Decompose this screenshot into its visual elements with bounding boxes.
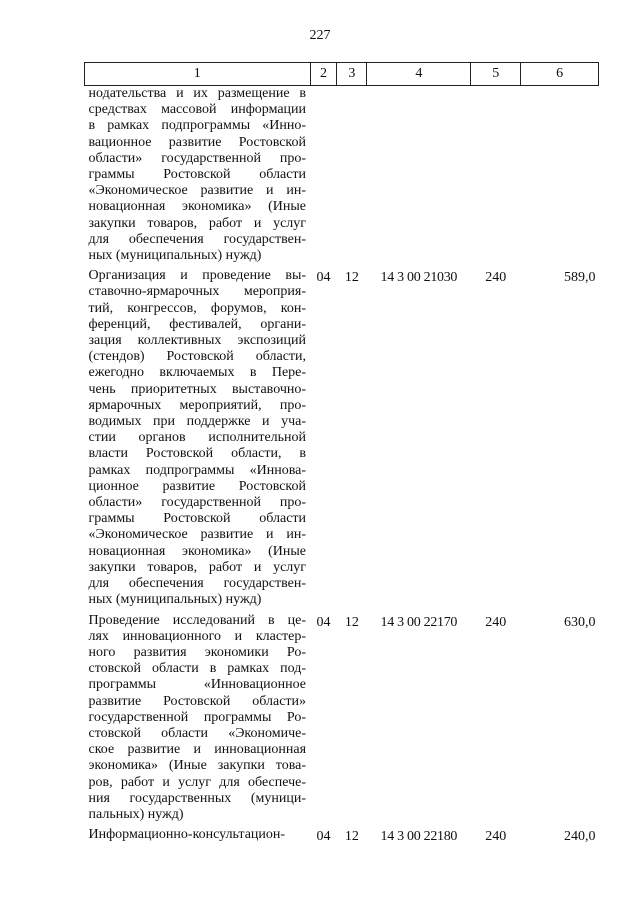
description-line: средствах массовой информации xyxy=(88,102,307,118)
description-line: «Экономическое развитие и ин- xyxy=(88,527,307,543)
description-line: чень приоритетных выставочно- xyxy=(88,381,307,397)
header-col-3: 3 xyxy=(337,63,367,86)
description-line: ного развития экономики Ро- xyxy=(88,644,307,660)
description-line: развитие Ростовской области» xyxy=(88,693,307,709)
description-line: водимых при поддержке и уча- xyxy=(88,414,307,430)
header-row xyxy=(85,63,599,86)
description-line: граммы Ростовской области xyxy=(88,167,307,183)
row-expense-type-code: 240 xyxy=(485,829,507,845)
budget-table xyxy=(84,62,599,847)
description-line: ния государственных (муници- xyxy=(88,790,307,806)
row-section-code: 04 xyxy=(316,614,331,630)
row-amount: 589,0 xyxy=(564,270,596,286)
description-line: ционное развитие Ростовской xyxy=(88,478,307,494)
description-line: нодательства и их размещение в xyxy=(88,86,307,101)
description-line: Организация и проведение вы- xyxy=(88,268,307,284)
row-section-code: 04 xyxy=(316,270,331,286)
description-line: новационная экономика» (Иные xyxy=(88,199,307,215)
page-number: 227 xyxy=(309,28,331,43)
row-amount xyxy=(521,86,599,269)
table-row xyxy=(85,827,599,847)
description-line: ных (муниципальных) нужд) xyxy=(88,592,262,608)
description-line: экономика» (Иные закупки това- xyxy=(88,758,307,774)
header-col-1: 1 xyxy=(85,63,311,86)
description-line: лях инновационного и кластер- xyxy=(88,628,307,644)
description-line: ское развитие и инновационная xyxy=(88,742,307,758)
table-row xyxy=(85,613,599,828)
description-line: закупки товаров, работ и услуг xyxy=(88,559,307,575)
row-description xyxy=(85,827,311,847)
table-row xyxy=(85,268,599,612)
description-line: государственной программы Ро- xyxy=(88,709,307,725)
row-expense-type-code xyxy=(471,86,521,269)
description-line: новационная экономика» (Иные xyxy=(88,543,307,559)
row-subsection-code: 12 xyxy=(344,270,359,286)
row-subsection-code xyxy=(337,86,367,269)
row-amount: 240,0 xyxy=(564,829,596,845)
description-line: ежегодно включаемых в Пере- xyxy=(88,365,307,381)
description-line: стовской области в рамках под- xyxy=(88,661,307,677)
description-line: граммы Ростовской области xyxy=(88,511,307,527)
description-line: «Экономическое развитие и ин- xyxy=(88,183,307,199)
row-subsection-code: 12 xyxy=(344,829,359,845)
table-row xyxy=(85,86,599,269)
description-line: стовской области «Экономиче- xyxy=(88,725,307,741)
description-line: власти Ростовской области, в xyxy=(88,446,307,462)
description-line: для обеспечения государствен- xyxy=(88,231,307,247)
header-col-2: 2 xyxy=(310,63,337,86)
description-line: области» государственной про- xyxy=(88,495,307,511)
description-line: (стендов) Ростовской области, xyxy=(88,349,307,365)
header-col-5: 5 xyxy=(471,63,521,86)
row-target-article-code: 14 3 00 22180 xyxy=(380,829,458,845)
row-expense-type-code: 240 xyxy=(485,270,507,286)
description-line: ставочно-ярмарочных мероприя- xyxy=(88,284,307,300)
description-line: тий, конгрессов, форумов, кон- xyxy=(88,300,307,316)
description-line: вационное развитие Ростовской xyxy=(88,134,307,150)
row-description xyxy=(85,268,311,612)
row-expense-type-code: 240 xyxy=(485,614,507,630)
description-line: ярмарочных мероприятий, про- xyxy=(88,397,307,413)
description-line: Проведение исследований в це- xyxy=(88,612,307,628)
row-target-article-code: 14 3 00 22170 xyxy=(380,614,458,630)
description-line: Информационно-консультацион- xyxy=(88,827,286,843)
row-section-code: 04 xyxy=(316,829,331,845)
row-target-article-code: 14 3 00 21030 xyxy=(380,270,458,286)
description-line: области» государственной про- xyxy=(88,150,307,166)
description-line: ров, работ и услуг для обеспече- xyxy=(88,774,307,790)
description-line: зация коллективных экспозиций xyxy=(88,333,307,349)
row-amount: 630,0 xyxy=(564,614,596,630)
description-line: стии органов исполнительной xyxy=(88,430,307,446)
row-subsection-code: 12 xyxy=(344,614,359,630)
description-line: ференций, фестивалей, органи- xyxy=(88,316,307,332)
row-section-code xyxy=(310,86,337,269)
row-target-article-code xyxy=(367,86,471,269)
description-line: программы «Инновационное xyxy=(88,677,307,693)
description-line: в рамках подпрограммы «Инно- xyxy=(88,118,307,134)
description-line: для обеспечения государствен- xyxy=(88,576,307,592)
row-description xyxy=(85,86,311,269)
description-line: ных (муниципальных) нужд) xyxy=(88,248,262,264)
description-line: рамках подпрограммы «Иннова- xyxy=(88,462,307,478)
header-col-4: 4 xyxy=(367,63,471,86)
table-body xyxy=(85,86,599,848)
row-description xyxy=(85,613,311,828)
description-line: закупки товаров, работ и услуг xyxy=(88,215,307,231)
header-col-6: 6 xyxy=(521,63,599,86)
description-line: пальных) нужд) xyxy=(88,806,184,822)
